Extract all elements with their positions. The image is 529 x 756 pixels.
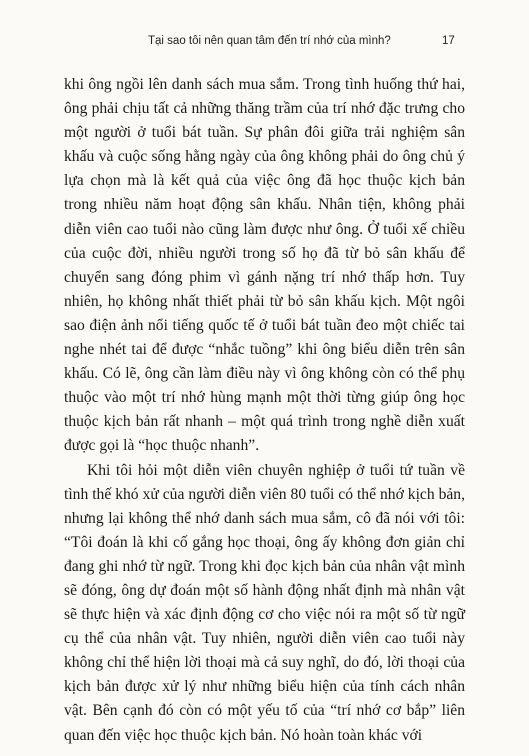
running-head <box>0 35 529 53</box>
body-text <box>64 73 465 748</box>
running-head-title: Tại sao tôi nên quan tâm đến trí nhớ của mình? <box>148 35 391 47</box>
paragraph: Khi tôi hỏi một diễn viên chuyên nghiệp ở tuổi tứ tuần về tình thế khó xử của người diễn viên 80 tuổi có thể nhớ kịch bản, nhưng lại không thể nhớ danh sách mua sắm, cô đã nói với tôi: “Tôi đoán là khi cố gắng học thoại, ông ấy không đơn giản chỉ đang ghi nhớ từ ngữ. Trong khi đọc kịch bản của nhân vật mình sẽ đóng, ông dự đoán một số hành động nhất định mà nhân vật sẽ thực hiện và xác định động cơ cho việc nói ra một số từ ngữ cụ thể của nhân vật. Tuy nhiên, người diễn viên cao tuổi này không chỉ thể hiện lời thoại mà cả suy nghĩ, do đó, lời thoại của kịch bản được xử lý như những biểu hiện của tính cách nhân vật. Bên cạnh đó còn có một yếu tố của “trí nhớ cơ bắp” liên quan đến việc học thuộc kịch bản. Nó hoàn toàn khác với <box>64 461 465 744</box>
page-number: 17 <box>442 35 455 47</box>
paragraph: khi ông ngồi lên danh sách mua sắm. Trong tình huống thứ hai, ông phải chịu tất cả những thăng trầm của trí nhớ đặc trưng cho một người ở tuổi bát tuần. Sự phân đôi giữa trải nghiệm sân khấu và cuộc sống hằng ngày của ông không phải do ông chủ ý lựa chọn mà là kết quả của việc ông đã học thuộc kịch bản trong nhiều năm hoạt động sân khấu. Nhân tiện, không phải diễn viên cao tuổi nào cũng làm được như ông. Ở tuổi xế chiều của cuộc đời, nhiều người trong số họ đã từ bỏ sân khấu để chuyển sang đóng phim vì gánh nặng trí nhớ thấp hơn. Tuy nhiên, họ không nhất thiết phải từ bỏ sân khấu kịch. Một ngôi sao điện ảnh nổi tiếng quốc tế ở tuổi bát tuần đeo một chiếc tai nghe nhét tai để được “nhắc tuồng” khi ông biểu diễn trên sân khấu. Có lẽ, ông cần làm điều này vì ông không còn có thể phụ thuộc vào một trí nhớ hùng mạnh một thời từng giúp ông học thuộc kịch bản rất nhanh – một quá trình trong nghề diễn xuất được gọi là “học thuộc nhanh”. <box>64 76 465 455</box>
